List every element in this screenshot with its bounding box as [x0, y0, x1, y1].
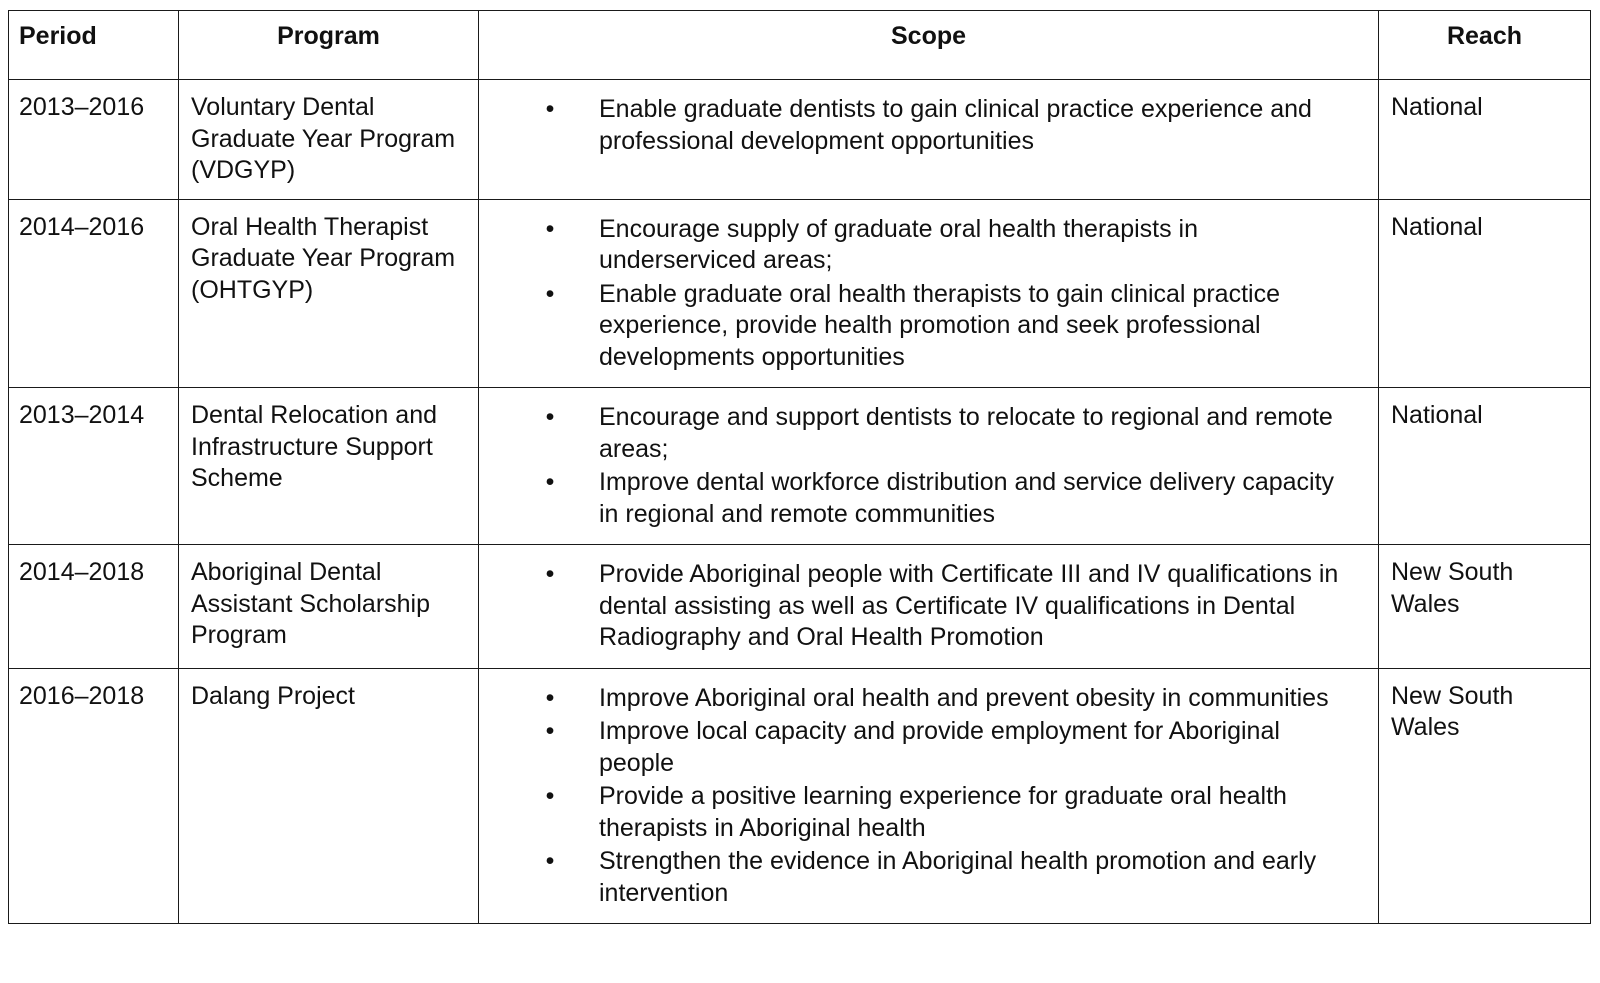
program-cell: Aboriginal Dental Assistant Scholarship Program	[179, 545, 479, 669]
scope-item	[479, 214, 1358, 277]
scope-item	[479, 467, 1358, 530]
program-cell: Dalang Project	[179, 668, 479, 924]
scope-cell	[479, 199, 1379, 388]
bullet-icon: •	[545, 468, 555, 496]
reach-cell: National	[1379, 80, 1591, 200]
bullet-icon: •	[545, 683, 555, 712]
reach-cell: National	[1379, 199, 1591, 388]
bullet-icon: •	[545, 782, 555, 810]
scope-item	[479, 279, 1358, 374]
scope-list	[479, 214, 1358, 374]
scope-item-text: Enable graduate dentists to gain clinical practice experience and professional development opportunities	[599, 95, 1312, 155]
bullet-icon: •	[545, 560, 555, 588]
table-row	[9, 545, 1591, 669]
reach-cell: National	[1379, 388, 1591, 545]
scope-item	[479, 94, 1358, 157]
scope-item	[479, 683, 1358, 715]
scope-item-text: Encourage supply of graduate oral health therapists in underserviced areas;	[599, 214, 1198, 274]
header-row	[9, 11, 1591, 80]
scope-item	[479, 846, 1358, 909]
header-reach: Reach	[1379, 11, 1591, 80]
scope-list	[479, 94, 1358, 157]
scope-item	[479, 781, 1358, 844]
table-row	[9, 80, 1591, 200]
scope-item-text: Encourage and support dentists to relocate to regional and remote areas;	[599, 403, 1333, 463]
reach-cell: New South Wales	[1379, 668, 1591, 924]
bullet-icon: •	[545, 847, 555, 875]
programs-table-container	[8, 10, 1590, 924]
scope-item-text: Provide Aboriginal people with Certificate III and IV qualifications in dental assisting as well as Certificate IV qualifications in Dental Radiography and Oral Health Promotion	[599, 560, 1339, 651]
scope-cell	[479, 80, 1379, 200]
scope-item	[479, 559, 1358, 654]
scope-item	[479, 716, 1358, 779]
scope-item-text: Strengthen the evidence in Aboriginal health promotion and early intervention	[599, 847, 1317, 907]
program-cell: Voluntary Dental Graduate Year Program (VDGYP)	[179, 80, 479, 200]
program-cell: Dental Relocation and Infrastructure Support Scheme	[179, 388, 479, 545]
header-scope: Scope	[479, 11, 1379, 80]
bullet-icon: •	[545, 214, 555, 243]
table-row	[9, 388, 1591, 545]
bullet-icon: •	[545, 95, 555, 123]
programs-table	[8, 10, 1591, 924]
scope-item-text: Provide a positive learning experience for graduate oral health therapists in Aboriginal health	[599, 782, 1287, 842]
scope-cell	[479, 388, 1379, 545]
period-cell: 2014–2016	[9, 199, 179, 388]
table-header	[9, 11, 1591, 80]
table-row	[9, 668, 1591, 924]
period-cell: 2013–2016	[9, 80, 179, 200]
scope-list	[479, 559, 1358, 654]
bullet-icon: •	[545, 403, 555, 431]
table-row	[9, 199, 1591, 388]
period-cell: 2016–2018	[9, 668, 179, 924]
scope-item-text: Improve dental workforce distribution and service delivery capacity in regional and remote communities	[599, 468, 1335, 528]
reach-cell: New South Wales	[1379, 545, 1591, 669]
table-body	[9, 80, 1591, 924]
scope-cell	[479, 668, 1379, 924]
bullet-icon: •	[545, 279, 555, 308]
header-program: Program	[179, 11, 479, 80]
program-cell: Oral Health Therapist Graduate Year Program (OHTGYP)	[179, 199, 479, 388]
scope-item-text: Improve Aboriginal oral health and prevent obesity in communities	[599, 683, 1329, 712]
header-period: Period	[9, 11, 179, 80]
bullet-icon: •	[545, 717, 555, 745]
scope-item	[479, 402, 1358, 465]
scope-list	[479, 683, 1358, 910]
scope-item-text: Improve local capacity and provide employment for Aboriginal people	[599, 717, 1280, 777]
scope-list	[479, 402, 1358, 530]
period-cell: 2014–2018	[9, 545, 179, 669]
period-cell: 2013–2014	[9, 388, 179, 545]
scope-cell	[479, 545, 1379, 669]
scope-item-text: Enable graduate oral health therapists to gain clinical practice experience, provide health promotion and seek professional developments opportunities	[599, 279, 1280, 371]
